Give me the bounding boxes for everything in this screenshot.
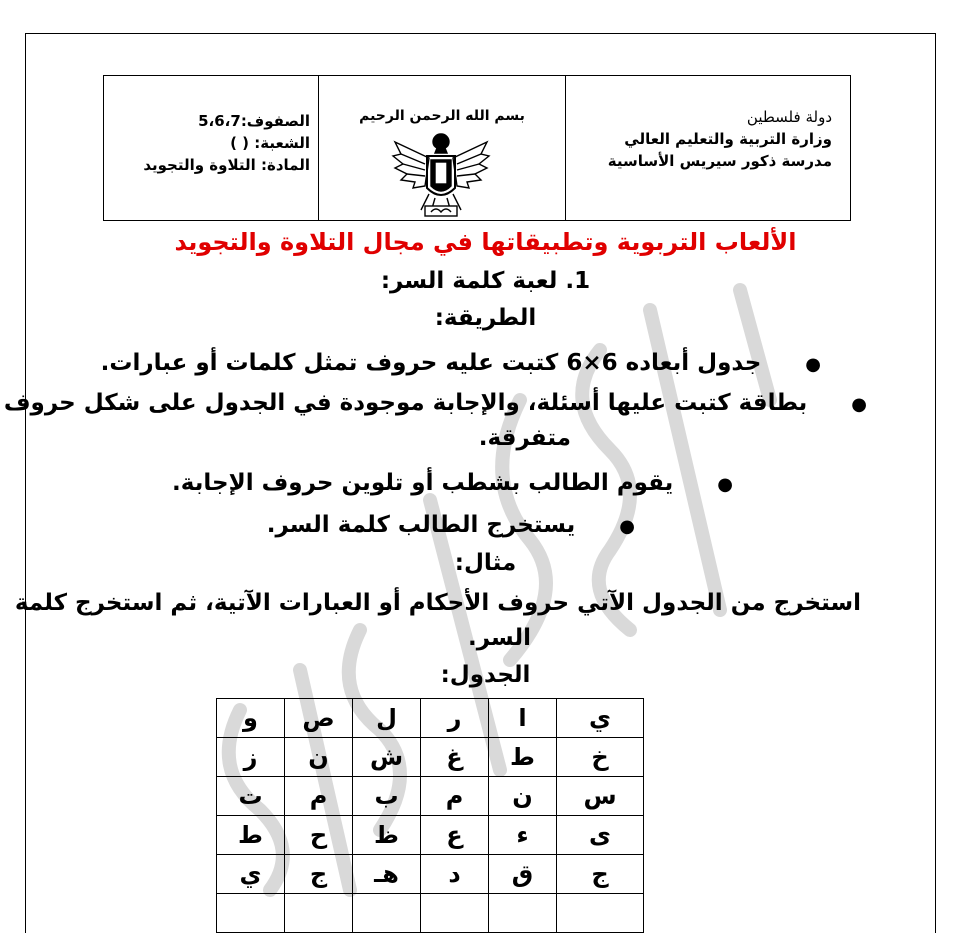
table-cell: ط <box>489 738 557 777</box>
table-row <box>217 894 644 933</box>
table-cell: ظ <box>353 816 421 855</box>
table-row <box>217 738 644 777</box>
table-cell: ن <box>489 777 557 816</box>
list-item: ●جدول أبعاده 6×6 كتبت عليه حروف تمثل كلمات أو عبارات. <box>100 350 821 376</box>
state-name: دولة فلسطين <box>746 108 832 126</box>
table-cell: ء <box>489 816 557 855</box>
table-cell: ص <box>285 699 353 738</box>
table-cell <box>353 894 421 933</box>
eagle-emblem-icon <box>391 128 491 220</box>
table-cell: ب <box>353 777 421 816</box>
document-title: الألعاب التربوية وتطبيقاتها في مجال التلاوة والتجويد <box>174 228 797 256</box>
table-cell <box>421 894 489 933</box>
table-cell: س <box>557 777 644 816</box>
section-heading: 1. لعبة كلمة السر: <box>380 268 591 294</box>
table-cell: ي <box>217 855 285 894</box>
table-cell: ل <box>353 699 421 738</box>
table-cell: غ <box>421 738 489 777</box>
ministry-name: وزارة التربية والتعليم العالي <box>624 130 832 148</box>
section-line: الشعبة: ( ) <box>230 134 310 152</box>
subject-line: المادة: التلاوة والتجويد <box>143 156 310 174</box>
list-item: ●يقوم الطالب بشطب أو تلوين حروف الإجابة. <box>172 470 733 496</box>
table-cell: ع <box>421 816 489 855</box>
header-class-info <box>104 76 319 220</box>
list-item: ●بطاقة كتبت عليها أسئلة، والإجابة موجودة في الجدول على شكل حروف <box>3 390 867 416</box>
table-cell: د <box>421 855 489 894</box>
header-ministry-info <box>566 76 850 220</box>
table-heading: الجدول: <box>440 662 531 688</box>
example-heading: مثال: <box>454 550 517 576</box>
school-name: مدرسة ذكور سيريس الأساسية <box>607 152 832 170</box>
table-row <box>217 699 644 738</box>
table-cell: ح <box>285 816 353 855</box>
bullet-icon: ● <box>717 474 733 495</box>
letters-table <box>216 698 644 933</box>
basmala: بسم الله الرحمن الرحيم <box>359 108 525 124</box>
table-cell: ر <box>421 699 489 738</box>
document-header <box>103 75 851 221</box>
table-row <box>217 777 644 816</box>
header-emblem-cell <box>319 76 566 220</box>
table-cell: م <box>421 777 489 816</box>
table-cell: و <box>217 699 285 738</box>
table-cell <box>557 894 644 933</box>
table-cell: ج <box>557 855 644 894</box>
list-item: ●يستخرج الطالب كلمة السر. <box>266 512 635 538</box>
table-cell: ن <box>285 738 353 777</box>
table-cell: ت <box>217 777 285 816</box>
table-cell <box>489 894 557 933</box>
bullet-icon: ● <box>619 516 635 537</box>
example-text-continuation: السر. <box>468 625 531 651</box>
method-heading: الطريقة: <box>434 305 537 331</box>
table-row <box>217 855 644 894</box>
table-cell: ز <box>217 738 285 777</box>
table-cell: ا <box>489 699 557 738</box>
table-cell: ش <box>353 738 421 777</box>
table-cell: ى <box>557 816 644 855</box>
table-cell: هـ <box>353 855 421 894</box>
table-cell: ط <box>217 816 285 855</box>
bullet-icon: ● <box>805 354 821 375</box>
table-cell: ي <box>557 699 644 738</box>
example-text: استخرج من الجدول الآتي حروف الأحكام أو العبارات الآتية، ثم استخرج كلمة <box>14 590 861 616</box>
table-cell: ق <box>489 855 557 894</box>
table-cell: خ <box>557 738 644 777</box>
grades-line: الصفوف:5،6،7 <box>198 112 310 130</box>
list-item-continuation: متفرقة. <box>478 425 571 451</box>
table-row <box>217 816 644 855</box>
bullet-icon: ● <box>851 394 867 415</box>
table-cell <box>217 894 285 933</box>
table-cell <box>285 894 353 933</box>
table-cell: م <box>285 777 353 816</box>
table-cell: ج <box>285 855 353 894</box>
